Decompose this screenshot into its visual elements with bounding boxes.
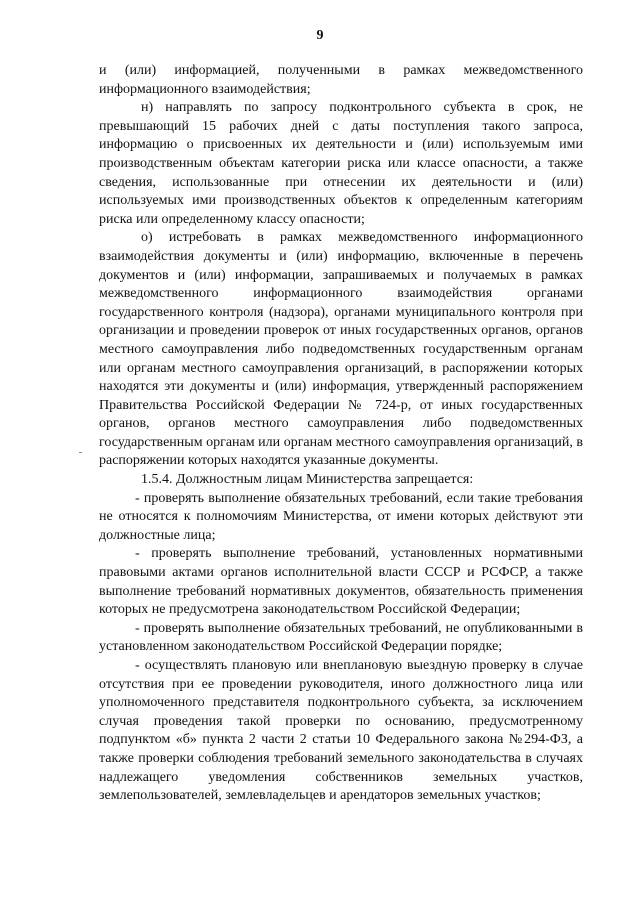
- paragraph-item-n: н) направлять по запросу подконтрольного субъекта в срок, не превышающий 15 рабочих дней с даты поступления такого запроса, информацию о присвоенных их деятельности и (или) используемым ими производственным объектам категории риска или классе опасности, а также сведения, использованные при отнесении их деятельности и (или) используемых ими производственных объектов к определенным категориям риска или определенному классу опасности;: [99, 100, 583, 227]
- document-body: [99, 62, 583, 806]
- section-heading-1-5-4: 1.5.4. Должностным лицам Министерства запрещается:: [141, 472, 474, 488]
- paragraph-item-o: о) истребовать в рамках межведомственного информационного взаимодействия документы и (или) информацию, включенные в перечень документов и (или) информации, запрашиваемых и получаемых в рамках межведомственного информационного взаимодействия органами государственного контроля (надзора), органами муниципального контроля при организации и проведении проверок от иных государственных органов, органов местного самоуправления либо подведомственных государственным органам или органам местного самоуправления организаций, в распоряжении которых находятся эти документы и (или) информация, утвержденный распоряжением Правительства Российской Федерации № 724-р, от иных государственных органов, органов местного самоуправления либо подведомственных государственным органам или органам местного самоуправления организаций, в распоряжении которых находятся указанные документы.: [99, 230, 583, 469]
- list-item: - осуществлять плановую или внеплановую выездную проверку в случае отсутствия при ее проведении руководителя, иного должностного лица или уполномоченного представителя подконтрольного субъекта, за исключением случая проведения такой проверки по основанию, предусмотренному подпунктом «б» пункта 2 части 2 статьи 10 Федерального закона №294-ФЗ, а также проверки соблюдения требований земельного законодательства в случаях надлежащего уведомления собственников земельных участков, землепользователей, землевладельцев и арендаторов земельных участков;: [99, 658, 583, 804]
- list-item: - проверять выполнение обязательных требований, если такие требования не относятся к полномочиям Министерства, от имени которых действуют эти должностные лица;: [99, 490, 583, 543]
- page-number: 9: [316, 28, 324, 43]
- paragraph-continuation: и (или) информацией, полученными в рамках межведомственного информационного взаимодействия;: [99, 63, 583, 97]
- margin-mark: [79, 452, 82, 453]
- list-item: - проверять выполнение требований, установленных нормативными правовыми актами органов исполнительной власти СССР и РСФСР, а также выполнение требований нормативных документов, обязательность применения которых не предусмотрена законодательством Российской Федерации;: [99, 546, 583, 618]
- list-item: - проверять выполнение обязательных требований, не опубликованными в установленном законодательством Российской Федерации порядке;: [99, 620, 583, 655]
